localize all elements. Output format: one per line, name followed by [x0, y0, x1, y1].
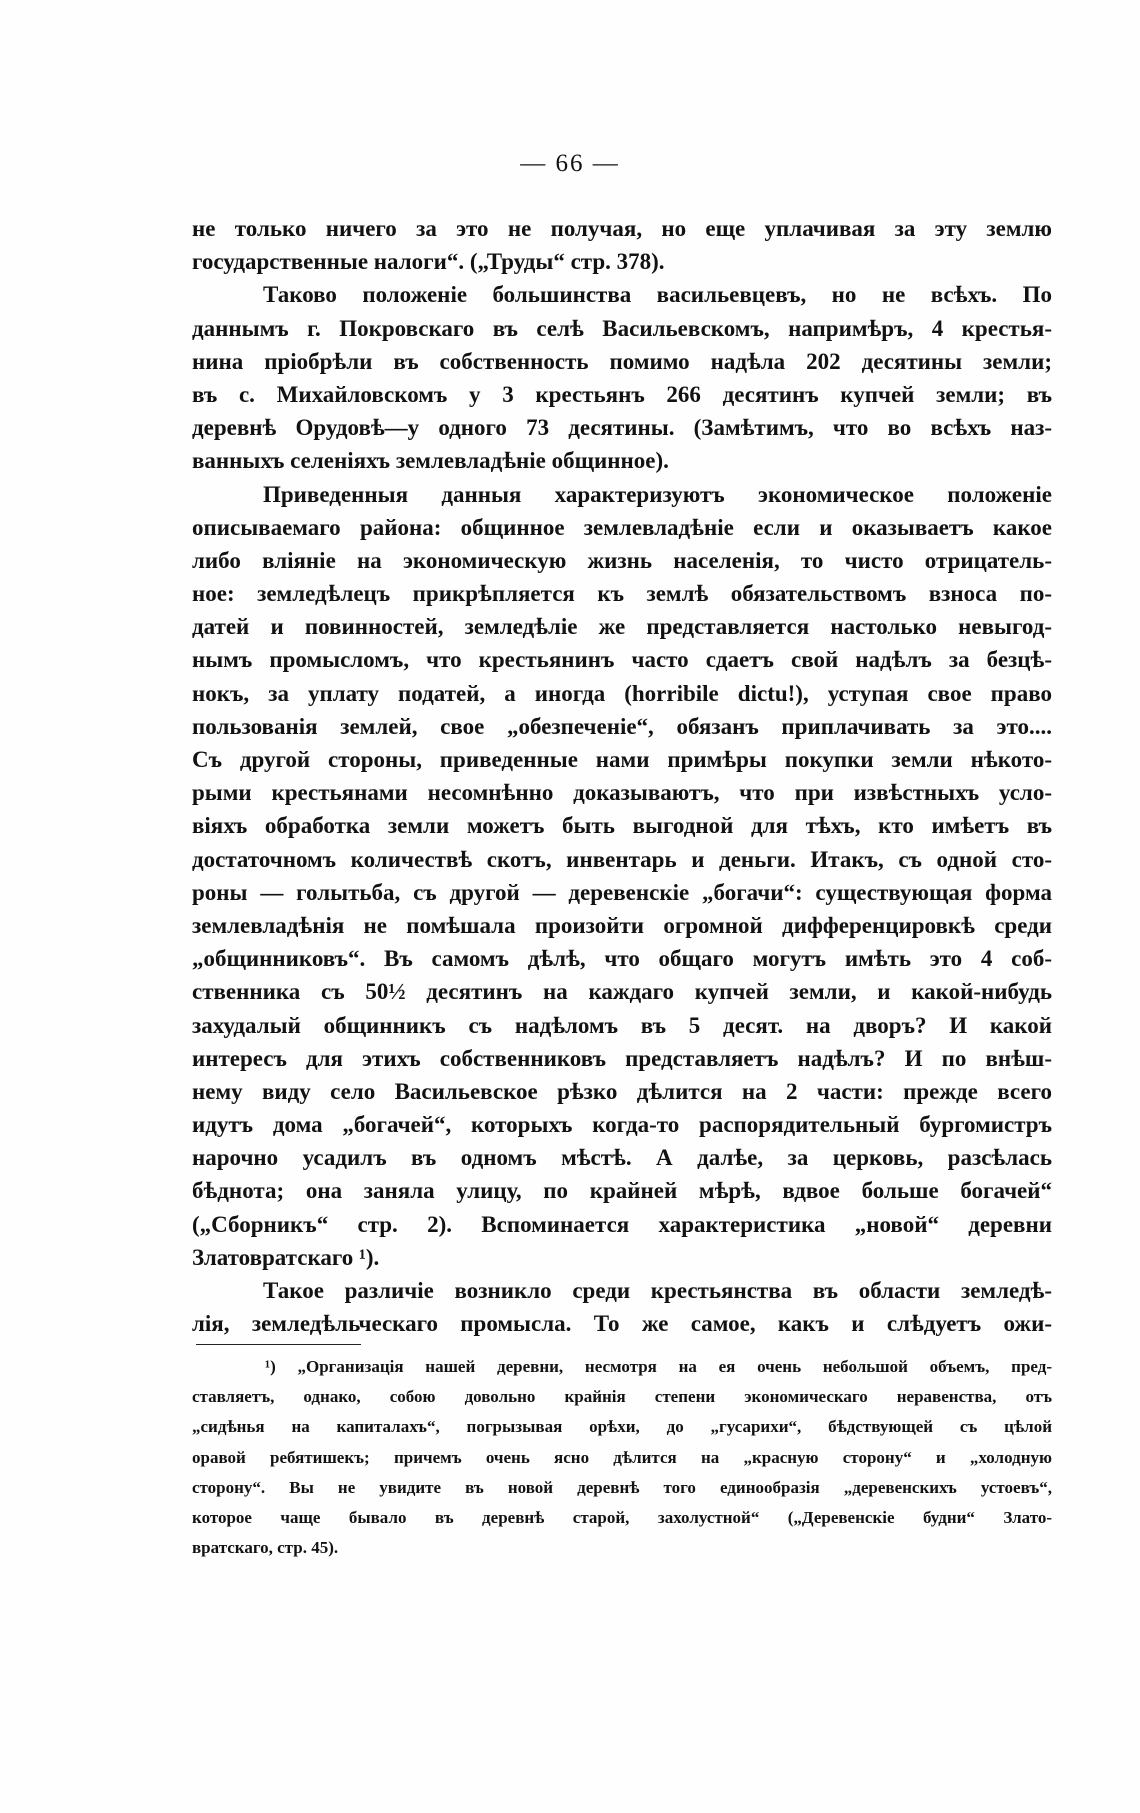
text-line: пользованія землей, свое „обезпеченіе“, обязанъ приплачивать за это.... [192, 713, 1052, 739]
text-line: нымъ промысломъ, что крестьянинъ часто сдаетъ свой надѣлъ за безцѣ- [192, 647, 1052, 673]
text-line: описываемаго района: общинное землевладѣніе если и оказываетъ какое [192, 514, 1052, 540]
text-line: ное: земледѣлецъ прикрѣпляется къ землѣ обязательствомъ взноса по- [192, 581, 1052, 607]
text-line: Приведенныя данныя характеризуютъ экономическое положеніе [263, 481, 1052, 507]
footnote-line: ставляетъ, однако, собою довольно крайнія степени экономическаго неравенства, отъ [192, 1387, 1052, 1407]
text-line: ванныхъ селеніяхъ землевладѣніе общинное). [192, 448, 669, 474]
text-line: Таково положеніе большинства васильевцевъ, но не всѣхъ. По [263, 282, 1052, 308]
text-line: лія, земледѣльческаго промысла. То же самое, какъ и слѣдуетъ ожи- [192, 1311, 1052, 1337]
text-line: интересъ для этихъ собственниковъ представляетъ надѣлъ? И по внѣш- [192, 1045, 1052, 1071]
text-line: даннымъ г. Покровскаго въ селѣ Васильевскомъ, напримѣръ, 4 крестья- [192, 315, 1052, 341]
text-line: достаточномъ количествѣ скотъ, инвентарь и деньги. Итакъ, съ одной сто- [192, 846, 1052, 872]
text-line: ственника съ 50½ десятинъ на каждаго купчей земли, и какой-нибудь [192, 979, 1052, 1005]
text-line: нокъ, за уплату податей, а иногда (horribile dictu!), уступая свое право [192, 680, 1052, 706]
footnote-line: „сидѣнья на капиталахъ“, погрызывая орѣхи, до „гусарихи“, бѣдствующей съ цѣлой [192, 1417, 1052, 1437]
text-line: нарочно усадилъ въ одномъ мѣстѣ. А далѣе, за церковь, разсѣлась [192, 1145, 1052, 1171]
text-line: нина пріобрѣли въ собственность помимо надѣла 202 десятины земли; [192, 348, 1052, 374]
text-line: въ с. Михайловскомъ у 3 крестьянъ 266 десятинъ купчей земли; въ [192, 381, 1052, 407]
text-line: нему виду село Васильевское рѣзко дѣлится на 2 части: прежде всего [192, 1078, 1052, 1104]
text-line: идутъ дома „богачей“, которыхъ когда-то распорядительный бургомистръ [192, 1112, 1052, 1138]
text-line: роны — голытьба, съ другой — деревенскіе „богачи“: существующая форма [192, 879, 1052, 905]
footnote-line: оравой ребятишекъ; причемъ очень ясно дѣлится на „красную сторону“ и „холодную [192, 1447, 1052, 1467]
text-line: не только ничего за это не получая, но еще уплачивая за эту землю [192, 216, 1052, 241]
text-line: деревнѣ Орудовѣ—у одного 73 десятины. (Замѣтимъ, что во всѣхъ наз- [192, 415, 1052, 441]
text-line: бѣднота; она заняла улицу, по крайней мѣрѣ, вдвое больше богачей“ [192, 1178, 1052, 1204]
text-line: Съ другой стороны, приведенные нами примѣры покупки земли нѣкото- [192, 747, 1052, 772]
text-line: захудалый общинникъ съ надѣломъ въ 5 десят. на дворъ? И какой [192, 1012, 1052, 1038]
text-line: либо вліяніе на экономическую жизнь населенія, то чисто отрицатель- [192, 547, 1052, 573]
footnote-line: ¹) „Организація нашей деревни, несмотря на ея очень небольшой объемъ, пред- [265, 1357, 1052, 1376]
text-line: рыми крестьянами несомнѣнно доказываютъ, что при извѣстныхъ усло- [192, 780, 1052, 806]
text-line: землевладѣнія не помѣшала произойти огромной дифференцировкѣ среди [192, 912, 1052, 938]
text-line: Такое различіе возникло среди крестьянства въ области земледѣ- [263, 1278, 1052, 1303]
text-line: віяхъ обработка земли можетъ быть выгодной для тѣхъ, кто имѣетъ въ [192, 813, 1052, 839]
footnote-line: которое чаще бывало въ деревнѣ старой, захолустной“ („Деревенскіе будни“ Злато- [192, 1507, 1052, 1527]
text-line: датей и повинностей, земледѣліе же представляется настолько невыгод- [192, 614, 1052, 640]
footnote-divider [196, 1344, 361, 1345]
footnote-line: вратскаго, стр. 45). [192, 1538, 339, 1558]
text-line: Златовратскаго ¹). [192, 1244, 380, 1270]
footnote-line: сторону“. Вы не увидите въ новой деревнѣ того единообразія „деревенскихъ устоевъ“, [192, 1477, 1052, 1497]
text-line: („Сборникъ“ стр. 2). Вспоминается характеристика „новой“ деревни [192, 1211, 1052, 1237]
page-number: — 66 — [520, 150, 620, 177]
footnote [192, 1352, 1052, 1563]
main-text [192, 212, 1052, 1340]
text-line: „общинниковъ“. Въ самомъ дѣлѣ, что общаго могутъ имѣть это 4 соб- [192, 946, 1052, 972]
text-line: государственные налоги“. („Труды“ стр. 378). [192, 249, 665, 275]
